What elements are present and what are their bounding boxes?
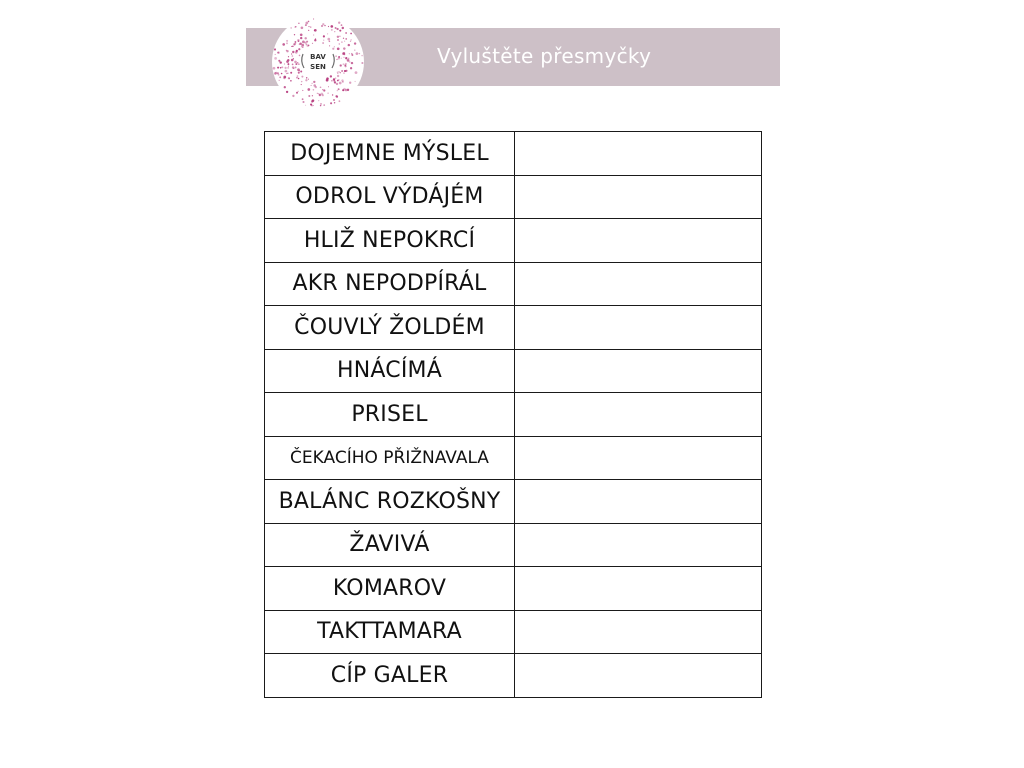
- logo-dot: [326, 77, 329, 80]
- logo-dot: [322, 23, 324, 25]
- logo-dot: [340, 64, 342, 66]
- logo-dot: [344, 70, 346, 72]
- table-row: [265, 219, 762, 263]
- logo-dot: [318, 100, 319, 101]
- logo-dot: [311, 100, 313, 102]
- logo-dot: [308, 21, 310, 23]
- logo-dot: [278, 74, 280, 76]
- logo-dot: [307, 45, 309, 47]
- logo-dot: [308, 30, 309, 31]
- logo-dot: [296, 77, 298, 79]
- logo-dot: [341, 41, 343, 43]
- logo-dot: [334, 31, 335, 32]
- page-title: Vyluštěte přesmyčky: [437, 44, 652, 68]
- logo-dot: [304, 37, 306, 39]
- logo-dot: [294, 34, 295, 35]
- logo-dot: [286, 73, 287, 74]
- logo-dot: [345, 63, 347, 65]
- logo-dot: [277, 52, 278, 53]
- logo-dot: [301, 84, 302, 85]
- logo-dot: [300, 43, 302, 45]
- logo-dot: [312, 95, 313, 96]
- logo-dot: [354, 42, 356, 44]
- logo-dot: [292, 45, 294, 47]
- logo-dot: [335, 55, 337, 57]
- logo-dot: [332, 94, 333, 95]
- logo-dot: [289, 78, 290, 79]
- logo-dot: [342, 89, 344, 91]
- answer-cell[interactable]: [515, 654, 762, 698]
- logo-dot: [292, 51, 294, 53]
- answer-cell[interactable]: [515, 175, 762, 219]
- logo-dot: [299, 55, 301, 57]
- logo-dot: [305, 105, 306, 106]
- logo-dot: [292, 55, 294, 57]
- logo-dot: [337, 75, 339, 77]
- logo-dot: [361, 62, 363, 64]
- logo-dot: [278, 60, 280, 62]
- logo-dot: [329, 40, 331, 42]
- logo-dot: [345, 32, 347, 34]
- logo-dot: [281, 66, 283, 68]
- logo-dot: [334, 102, 335, 103]
- logo-dot: [300, 33, 303, 36]
- logo-dot: [283, 77, 285, 79]
- logo-dot: [322, 89, 323, 90]
- scrambled-word-cell: HLIŽ NEPOKRCÍ: [265, 219, 515, 263]
- logo-dot: [305, 79, 307, 81]
- logo-dot: [298, 91, 299, 92]
- logo-dot: [333, 78, 335, 80]
- table-row: [265, 567, 762, 611]
- table-row: [265, 306, 762, 350]
- logo-dot: [296, 50, 298, 52]
- table-row: [265, 349, 762, 393]
- logo-dot: [294, 26, 295, 27]
- logo-dot: [297, 62, 299, 64]
- logo-dot: [298, 48, 300, 50]
- logo-dot: [341, 79, 343, 81]
- logo-dot: [351, 54, 353, 56]
- logo-dot: [318, 93, 319, 94]
- logo-dot: [288, 66, 289, 67]
- logo-dot: [313, 81, 315, 83]
- scrambled-word-cell: AKR NEPODPÍRÁL: [265, 262, 515, 306]
- logo-dot: [295, 43, 296, 44]
- logo-dot: [311, 85, 312, 86]
- logo-dot: [351, 62, 353, 64]
- logo-dot: [296, 92, 298, 94]
- logo-dot: [334, 46, 335, 47]
- scrambled-word-cell: ŽAVIVÁ: [265, 523, 515, 567]
- logo-dot: [273, 67, 276, 70]
- table-row: [265, 436, 762, 480]
- logo-dot: [291, 46, 292, 47]
- logo-dot: [302, 101, 304, 103]
- logo-dot: [320, 105, 321, 106]
- logo-dot: [339, 43, 340, 44]
- logo-dot: [280, 67, 282, 69]
- logo-dot: [302, 41, 305, 44]
- logo-dot: [343, 38, 344, 39]
- scrambled-word-cell: ČEKACÍHO PŘIŽNAVALA: [265, 436, 515, 480]
- logo-dot: [337, 36, 339, 38]
- logo-dot: [339, 82, 342, 85]
- logo-dot: [324, 25, 325, 26]
- logo-dot: [322, 42, 324, 44]
- logo-dot: [320, 103, 322, 105]
- logo-dot: [337, 71, 338, 72]
- logo-dot: [337, 47, 340, 50]
- logo-dot: [313, 34, 314, 35]
- logo-dot: [347, 89, 349, 91]
- logo-dot: [330, 75, 332, 77]
- table-row: [265, 175, 762, 219]
- logo-dot: [351, 39, 352, 40]
- logo-dot: [299, 70, 300, 71]
- logo-dot: [349, 53, 350, 54]
- logo-dot: [327, 38, 330, 41]
- table-row: [265, 654, 762, 698]
- scrambled-word-cell: PRISEL: [265, 393, 515, 437]
- logo-dot: [302, 90, 303, 91]
- answer-cell[interactable]: [515, 567, 762, 611]
- logo-dot: [286, 40, 288, 42]
- logo-dot: [288, 56, 289, 57]
- logo-dot: [336, 28, 338, 30]
- logo-dot: [301, 26, 304, 29]
- logo-dot: [330, 102, 332, 104]
- logo-dot: [284, 67, 286, 69]
- logo-dot: [339, 36, 341, 38]
- anagram-table: [264, 131, 762, 698]
- logo-dot: [313, 105, 314, 106]
- logo-dot: [328, 26, 329, 27]
- logo-graphic: [270, 14, 366, 110]
- logo-dot: [286, 50, 288, 52]
- logo-dot: [290, 80, 292, 82]
- scrambled-word-cell: DOJEMNE MÝSLEL: [265, 132, 515, 176]
- logo-dot: [308, 79, 309, 80]
- logo-dot: [292, 95, 294, 97]
- logo-dot: [305, 24, 307, 26]
- logo-dot: [295, 63, 297, 65]
- logo-dot: [311, 83, 312, 84]
- logo-dot: [291, 27, 292, 28]
- logo-dot: [279, 61, 281, 63]
- logo-dot: [339, 30, 341, 32]
- logo-dot: [339, 100, 341, 102]
- scrambled-word-cell: BALÁNC ROZKOŠNY: [265, 480, 515, 524]
- logo-dot: [284, 86, 286, 88]
- logo-dot: [323, 104, 325, 106]
- logo-dot: [349, 82, 351, 84]
- logo-dot: [343, 52, 345, 54]
- logo-dot: [343, 72, 344, 73]
- logo-dot: [301, 81, 302, 82]
- logo-dot: [279, 80, 280, 81]
- logo-dot: [323, 89, 325, 91]
- scrambled-word-cell: KOMAROV: [265, 567, 515, 611]
- logo-dot: [348, 44, 350, 46]
- logo-dot: [306, 44, 308, 46]
- logo-dot: [285, 70, 288, 73]
- table-row: [265, 610, 762, 654]
- logo-dot: [335, 95, 337, 97]
- logo-dot: [314, 29, 317, 32]
- logo-dot: [279, 76, 281, 78]
- logo-dot: [282, 43, 285, 46]
- logo-dot: [317, 93, 318, 94]
- logo-dot: [355, 71, 358, 74]
- answer-cell[interactable]: [515, 480, 762, 524]
- logo-dot: [350, 67, 352, 69]
- logo-dot: [361, 55, 362, 56]
- logo-dot: [287, 59, 289, 61]
- logo-dot: [338, 88, 340, 90]
- logo-dot: [335, 77, 337, 79]
- logo-dot: [337, 73, 338, 74]
- logo-dot: [338, 71, 339, 72]
- answer-cell[interactable]: [515, 219, 762, 263]
- logo-dot: [348, 58, 349, 59]
- logo-dot: [292, 64, 294, 66]
- logo-dot: [301, 76, 303, 78]
- logo-dot: [345, 38, 347, 40]
- logo-dot: [331, 80, 333, 82]
- logo-dot: [343, 57, 344, 58]
- answer-cell[interactable]: [515, 306, 762, 350]
- logo-dot: [307, 88, 310, 91]
- table-row: [265, 393, 762, 437]
- logo-dot: [344, 41, 345, 42]
- scrambled-word-cell: ČOUVLÝ ŽOLDÉM: [265, 306, 515, 350]
- logo-dot: [320, 93, 323, 96]
- scrambled-word-cell: CÍP GALER: [265, 654, 515, 698]
- logo-dot: [281, 73, 283, 75]
- scrambled-word-cell: HNÁCÍMÁ: [265, 349, 515, 393]
- logo-dot: [320, 86, 322, 88]
- table-row: [265, 523, 762, 567]
- logo-dot: [338, 22, 340, 24]
- logo-dot: [300, 70, 302, 72]
- anagram-table-body: [265, 132, 762, 698]
- logo-dot: [313, 18, 314, 19]
- logo-dot: [300, 37, 302, 39]
- logo-dot: [313, 89, 315, 91]
- logo-dot: [341, 24, 343, 26]
- logo-dot: [347, 59, 350, 62]
- logo-dot: [302, 47, 303, 48]
- table-row: [265, 262, 762, 306]
- logo-text-top: BAV: [310, 53, 326, 61]
- logo-dot: [275, 72, 277, 74]
- logo-dot: [314, 39, 316, 41]
- logo-dot: [277, 67, 279, 69]
- logo-text-bottom: SEN: [310, 63, 326, 71]
- logo-dot: [329, 45, 330, 46]
- logo-dot: [294, 41, 296, 43]
- logo-dot: [275, 54, 276, 55]
- logo-dot: [301, 46, 302, 47]
- logo-dot: [337, 90, 338, 91]
- answer-cell[interactable]: [515, 349, 762, 393]
- logo-dot: [335, 27, 337, 29]
- logo-dot: [293, 68, 294, 69]
- logo-dot: [313, 84, 316, 87]
- logo-dot: [286, 42, 288, 44]
- logo-dot: [287, 67, 289, 69]
- logo-dot: [350, 41, 351, 42]
- logo-dot: [334, 80, 336, 82]
- logo-dot: [342, 27, 344, 29]
- logo-dot: [295, 66, 297, 68]
- logo-dot: [274, 57, 277, 60]
- logo-dot: [337, 39, 339, 41]
- logo-dot: [290, 72, 292, 74]
- logo-dot: [291, 53, 292, 54]
- logo-dot: [302, 98, 304, 100]
- table-row: [265, 132, 762, 176]
- logo-dot: [308, 95, 310, 97]
- logo-dot: [341, 70, 343, 72]
- logo-dot: [312, 43, 313, 44]
- logo-dot: [356, 52, 359, 55]
- logo-dot: [298, 63, 299, 64]
- answer-cell[interactable]: [515, 610, 762, 654]
- logo-dot: [297, 39, 300, 42]
- logo-dot: [336, 83, 338, 85]
- logo-dot: [345, 65, 346, 66]
- logo-dot: [332, 48, 334, 50]
- logo-dot: [331, 29, 333, 31]
- logo-dot: [349, 61, 351, 63]
- table-row: [265, 480, 762, 524]
- logo-dot: [321, 25, 323, 27]
- logo-dot: [274, 48, 276, 50]
- logo-dot: [338, 56, 340, 58]
- logo-dot: [340, 72, 341, 73]
- logo-dot: [306, 77, 307, 78]
- logo-dot: [333, 99, 335, 101]
- logo-dot: [287, 73, 288, 74]
- answer-cell[interactable]: [515, 132, 762, 176]
- logo-dot: [294, 61, 297, 64]
- logo-dot: [305, 22, 308, 25]
- logo-dot: [291, 59, 294, 62]
- logo-dot: [298, 72, 300, 74]
- logo-dot: [336, 59, 337, 60]
- logo-dot: [287, 63, 289, 65]
- logo-dot: [310, 26, 311, 27]
- answer-cell[interactable]: [515, 436, 762, 480]
- logo-dot: [284, 63, 285, 64]
- answer-cell[interactable]: [515, 523, 762, 567]
- logo-dot: [330, 25, 333, 28]
- logo-dot: [308, 26, 309, 27]
- logo-dot: [354, 50, 355, 51]
- logo-dot: [323, 40, 324, 41]
- logo-dot: [345, 57, 347, 59]
- logo-dot: [327, 33, 328, 34]
- logo-dot: [323, 35, 325, 37]
- logo-dot: [343, 47, 345, 49]
- logo-dot: [286, 91, 288, 93]
- logo-dot: [328, 86, 329, 87]
- logo-dot: [337, 80, 339, 82]
- logo-dot: [343, 63, 344, 64]
- scrambled-word-cell: TAKTTAMARA: [265, 610, 515, 654]
- logo-dot: [355, 81, 356, 82]
- answer-cell[interactable]: [515, 393, 762, 437]
- logo: [270, 14, 366, 110]
- logo-dot: [298, 23, 299, 24]
- logo-dot: [359, 53, 360, 54]
- logo-dot: [350, 33, 352, 35]
- scrambled-word-cell: ODROL VÝDÁJÉM: [265, 175, 515, 219]
- logo-center: [301, 44, 335, 78]
- logo-dot: [311, 105, 313, 107]
- answer-cell[interactable]: [515, 262, 762, 306]
- logo-dot: [341, 58, 342, 59]
- logo-dot: [327, 92, 329, 94]
